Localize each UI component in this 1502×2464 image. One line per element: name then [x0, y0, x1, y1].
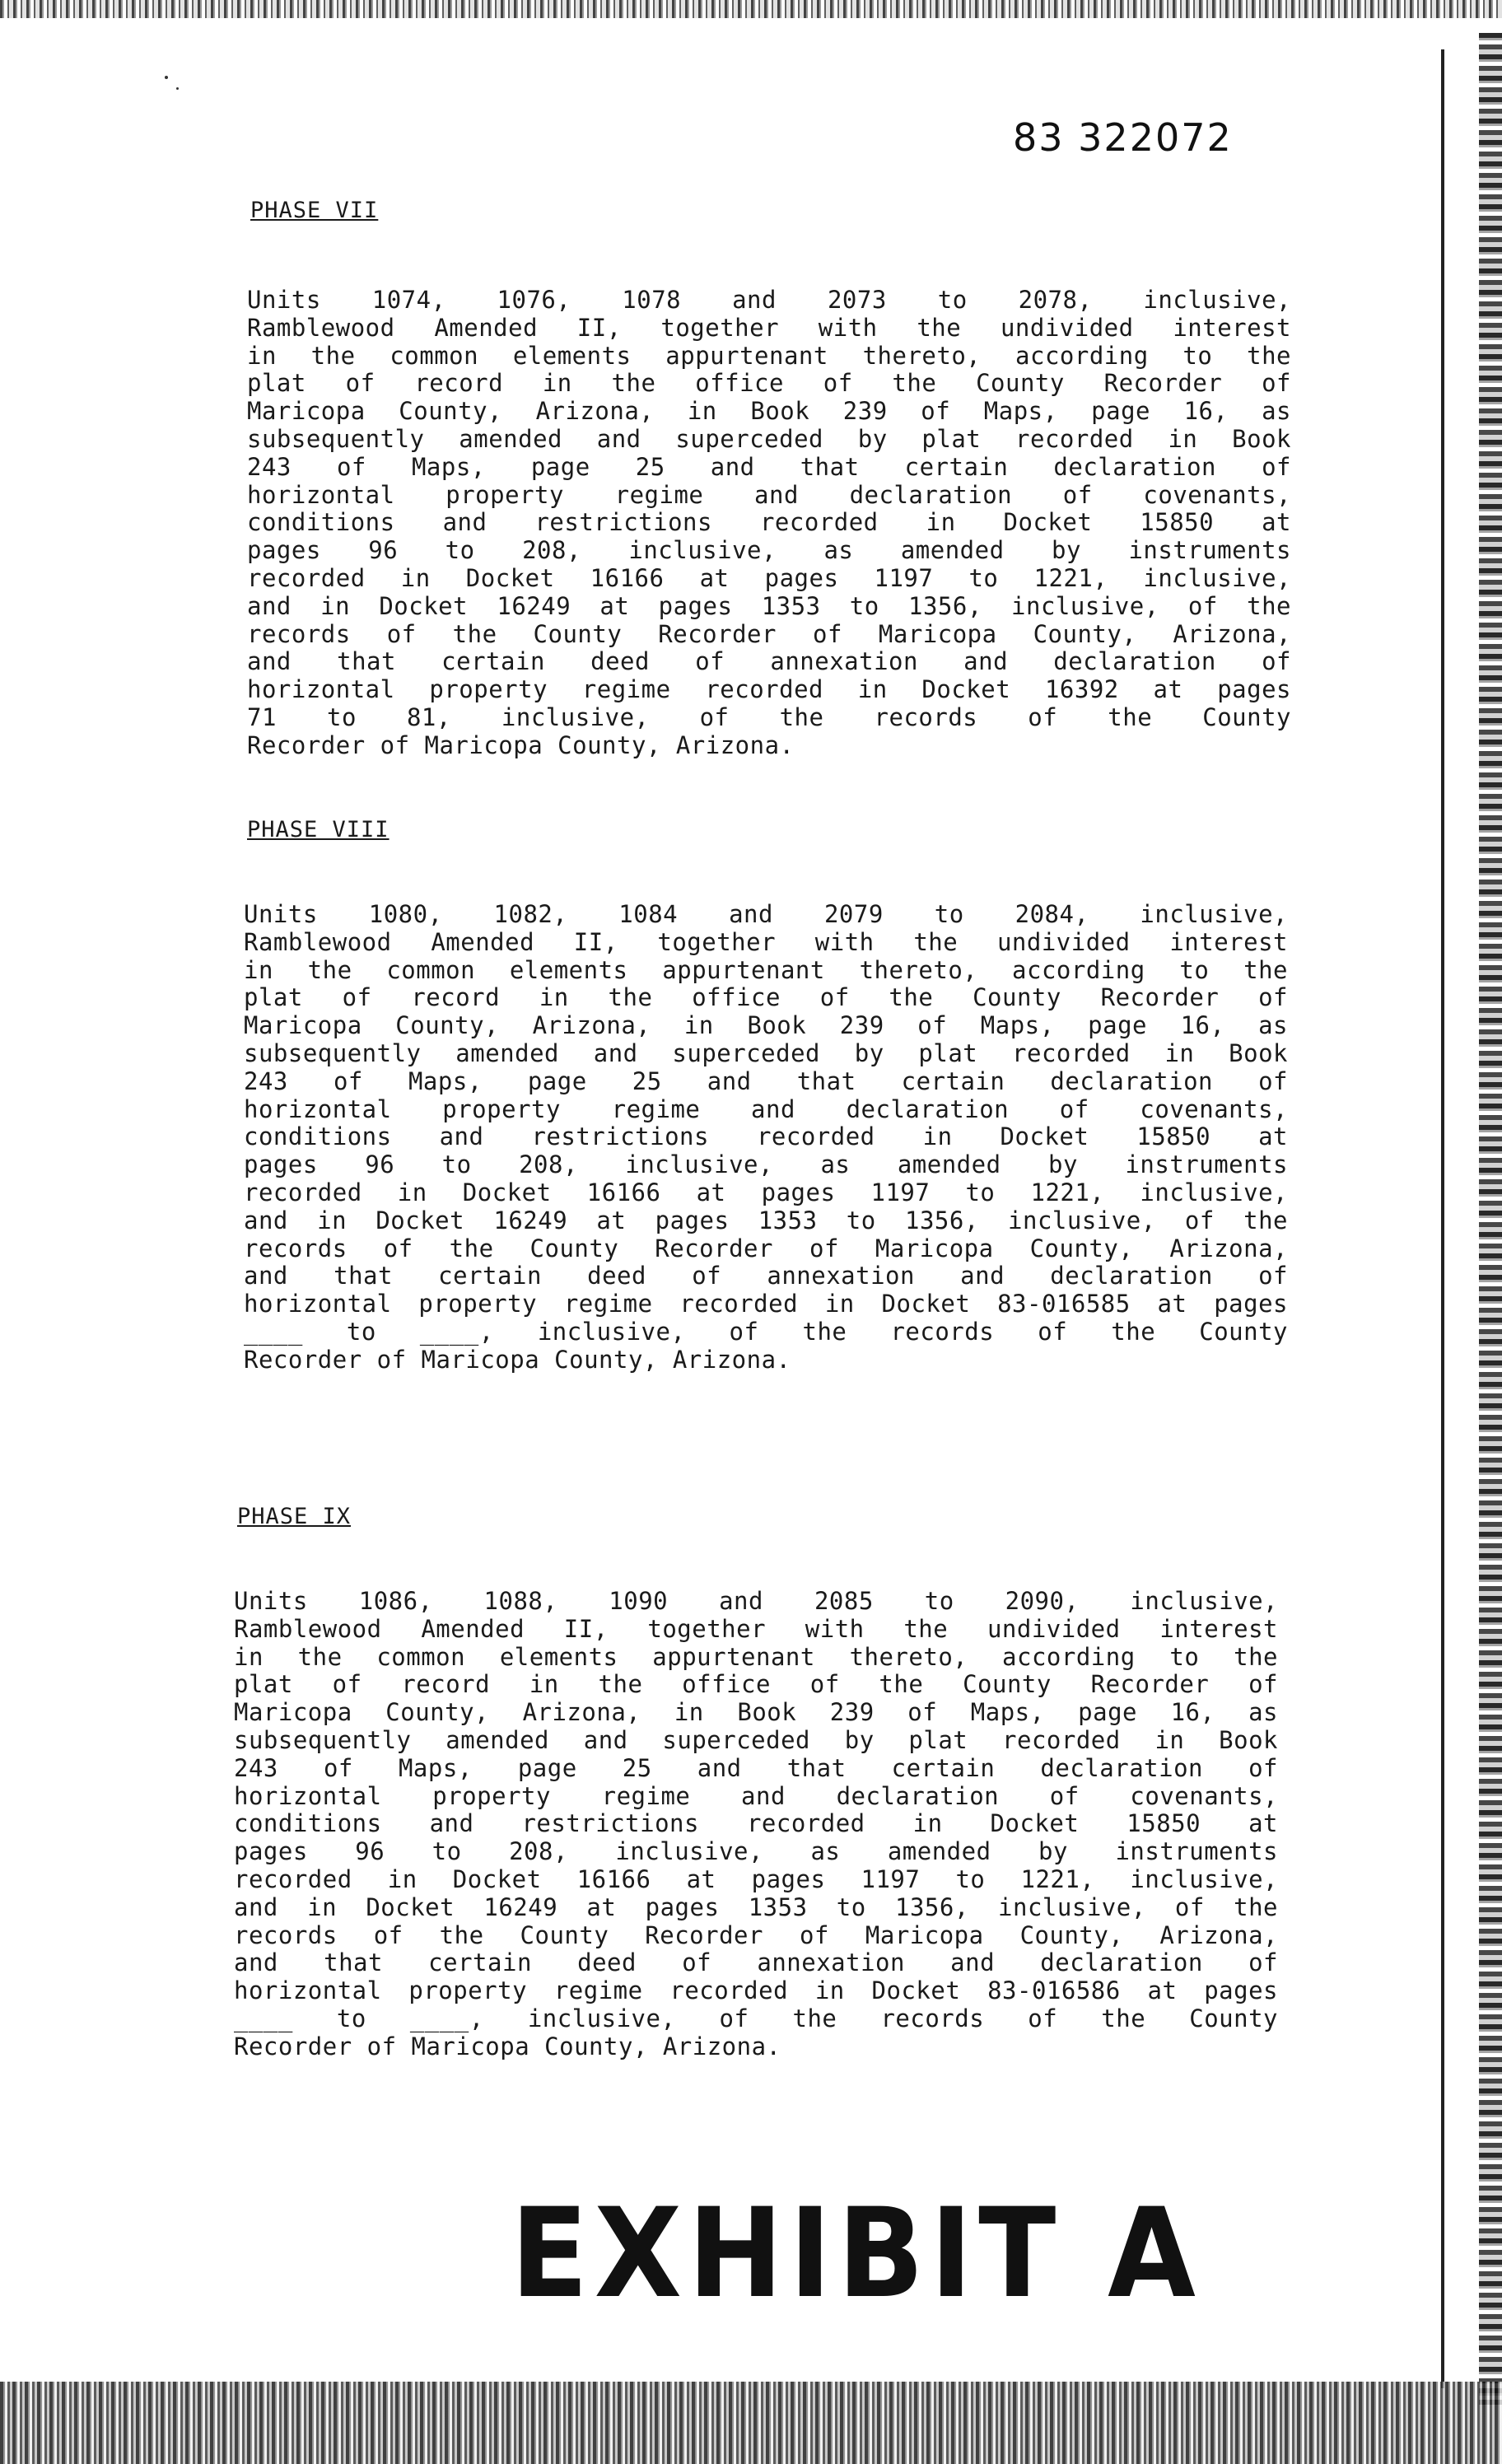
paragraph-line: pages 96 to 208, inclusive, as amended by instruments — [234, 1837, 1278, 1866]
scan-edge-top — [0, 0, 1502, 18]
paragraph-line: subsequently amended and superceded by plat recorded in Book — [247, 424, 1291, 453]
paragraph-line: horizontal property regime recorded in Docket 16392 at pages — [247, 675, 1291, 704]
paragraph-line: Units 1086, 1088, 1090 and 2085 to 2090, inclusive, — [234, 1587, 1278, 1615]
paragraph-line: pages 96 to 208, inclusive, as amended by instruments — [244, 1150, 1288, 1179]
paragraph-line: horizontal property regime recorded in Docket 83-016585 at pages — [244, 1290, 1288, 1318]
paragraph-line: 243 of Maps, page 25 and that certain declaration of — [244, 1066, 1288, 1095]
paragraph-line: and in Docket 16249 at pages 1353 to 1356, inclusive, of the — [247, 591, 1291, 620]
paragraph-line: horizontal property regime and declaration of covenants, — [247, 480, 1291, 509]
paragraph-line: in the common elements appurtenant thereto, according to the — [234, 1642, 1278, 1671]
paragraph-line: conditions and restrictions recorded in Docket 15850 at — [244, 1122, 1288, 1151]
paragraph-line: and that certain deed of annexation and declaration of — [244, 1262, 1288, 1290]
paragraph-line: subsequently amended and superceded by plat recorded in Book — [234, 1725, 1278, 1754]
paragraph-line: Ramblewood Amended II, together with the undivided interest — [244, 927, 1288, 956]
paragraph-line: ____ to ____, inclusive, of the records of the County — [234, 2004, 1278, 2032]
paragraph-line: ____ to ____, inclusive, of the records of the County — [244, 1317, 1288, 1346]
paragraph-line: Ramblewood Amended II, together with the undivided interest — [247, 313, 1291, 342]
scan-edge-bottom — [0, 2382, 1502, 2464]
scan-edge-right — [1479, 33, 1502, 2405]
paragraph-line: 71 to 81, inclusive, of the records of the County — [247, 702, 1291, 731]
paragraph-line: plat of record in the office of the County Recorder of — [234, 1670, 1278, 1699]
exhibit-stamp: EXHIBIT A — [511, 2182, 1202, 2326]
paragraph-line: conditions and restrictions recorded in Docket 15850 at — [234, 1809, 1278, 1838]
paragraph-line: in the common elements appurtenant thereto, according to the — [247, 341, 1291, 370]
paragraph-line: records of the County Recorder of Maricopa County, Arizona, — [247, 619, 1291, 648]
paragraph-line: records of the County Recorder of Maricopa County, Arizona, — [244, 1234, 1288, 1262]
paragraph-line: horizontal property regime recorded in Docket 83-016586 at pages — [234, 1976, 1278, 2005]
phase-ix-heading: PHASE IX — [237, 1504, 352, 1529]
paragraph-line: 243 of Maps, page 25 and that certain declaration of — [234, 1753, 1278, 1782]
paragraph-line: and that certain deed of annexation and declaration of — [234, 1948, 1278, 1977]
paragraph-line: Recorder of Maricopa County, Arizona. — [247, 730, 795, 759]
paragraph-line: recorded in Docket 16166 at pages 1197 to 1221, inclusive, — [234, 1864, 1278, 1893]
paragraph-line: horizontal property regime and declaration of covenants, — [244, 1094, 1288, 1123]
paragraph-line: Units 1074, 1076, 1078 and 2073 to 2078, inclusive, — [247, 286, 1291, 314]
phase-ix-paragraph — [234, 1588, 1278, 2061]
paragraph-line: and in Docket 16249 at pages 1353 to 1356, inclusive, of the — [234, 1892, 1278, 1921]
paragraph-line: and that certain deed of annexation and declaration of — [247, 647, 1291, 676]
paragraph-line: in the common elements appurtenant thereto, according to the — [244, 955, 1288, 984]
paragraph-line: records of the County Recorder of Maricopa County, Arizona, — [234, 1920, 1278, 1949]
phase-vii-heading: PHASE VII — [250, 198, 379, 223]
paragraph-line: plat of record in the office of the County Recorder of — [244, 983, 1288, 1012]
paragraph-line: recorded in Docket 16166 at pages 1197 to 1221, inclusive, — [247, 563, 1291, 592]
scan-speck — [165, 76, 168, 79]
document-number: 83 322072 — [1013, 115, 1233, 160]
phase-viii-paragraph — [244, 901, 1288, 1374]
paragraph-line: Units 1080, 1082, 1084 and 2079 to 2084, inclusive, — [244, 900, 1288, 928]
phase-vii-paragraph — [247, 287, 1291, 760]
paragraph-line: recorded in Docket 16166 at pages 1197 to 1221, inclusive, — [244, 1178, 1288, 1206]
paragraph-line: Ramblewood Amended II, together with the undivided interest — [234, 1614, 1278, 1643]
paragraph-line: Recorder of Maricopa County, Arizona. — [234, 2032, 781, 2060]
phase-viii-heading: PHASE VIII — [247, 817, 389, 842]
paragraph-line: subsequently amended and superceded by plat recorded in Book — [244, 1038, 1288, 1067]
scan-edge-line — [1441, 49, 1444, 2388]
paragraph-line: Recorder of Maricopa County, Arizona. — [244, 1345, 791, 1374]
paragraph-line: Maricopa County, Arizona, in Book 239 of Maps, page 16, as — [234, 1698, 1278, 1727]
paragraph-line: pages 96 to 208, inclusive, as amended by instruments — [247, 536, 1291, 565]
paragraph-line: plat of record in the office of the County Recorder of — [247, 369, 1291, 398]
paragraph-line: Maricopa County, Arizona, in Book 239 of Maps, page 16, as — [247, 397, 1291, 426]
paragraph-line: and in Docket 16249 at pages 1353 to 1356, inclusive, of the — [244, 1206, 1288, 1234]
paragraph-line: 243 of Maps, page 25 and that certain declaration of — [247, 452, 1291, 481]
scan-speck — [176, 87, 179, 90]
paragraph-line: Maricopa County, Arizona, in Book 239 of Maps, page 16, as — [244, 1011, 1288, 1040]
paragraph-line: conditions and restrictions recorded in Docket 15850 at — [247, 508, 1291, 537]
paragraph-line: horizontal property regime and declaration of covenants, — [234, 1781, 1278, 1810]
